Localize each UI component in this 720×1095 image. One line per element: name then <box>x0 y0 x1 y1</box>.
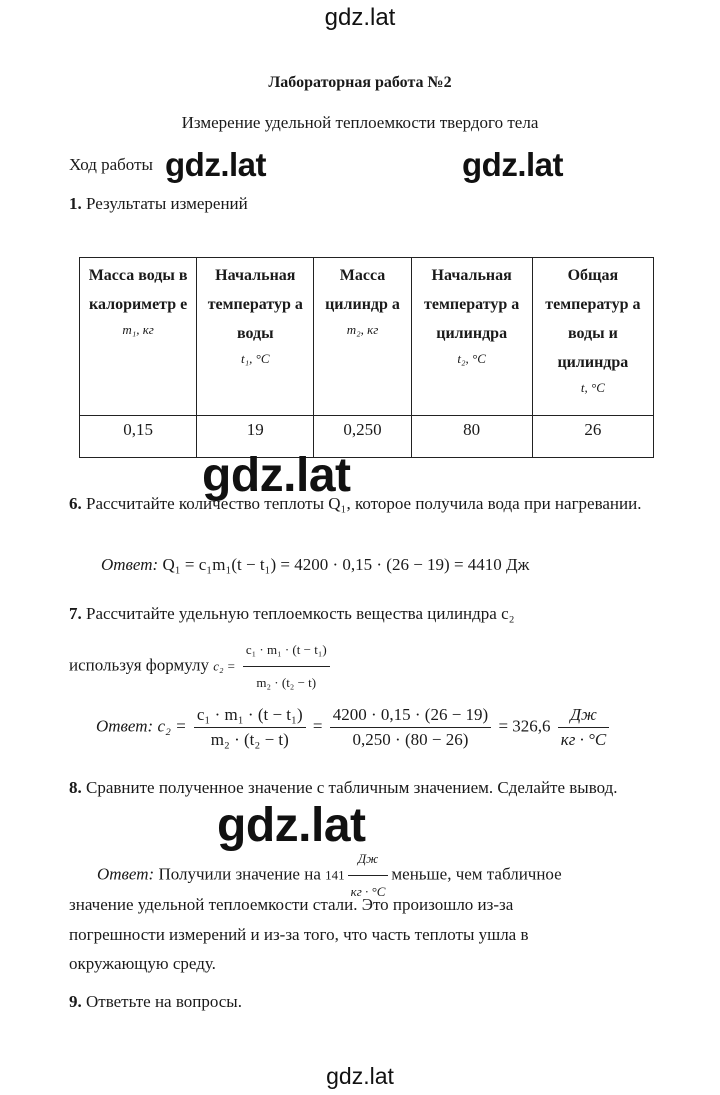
answer-lhs: c₂ = <box>157 716 187 736</box>
substituted-denominator: 0,250 · (80 − 26) <box>352 730 469 749</box>
watermark-top: gdz.lat <box>324 4 396 31</box>
formula-fraction <box>194 705 306 750</box>
formula-numerator: c₁ · m₁ · (t − t₁) <box>243 636 330 667</box>
question-text: Рассчитайте удельную теплоемкость вещества цилиндра c₂ <box>86 604 515 623</box>
results-table <box>79 257 654 458</box>
table-row <box>80 416 654 458</box>
question-number: 9. <box>69 992 82 1011</box>
answer-result: = 326,6 <box>498 716 551 736</box>
unit-numerator: Дж <box>348 845 389 876</box>
watermark-mid-lower: gdz.lat <box>217 799 366 852</box>
unit-denominator: кг · °C <box>560 730 607 749</box>
answer-formula: Q₁ = c₁m₁(t − t₁) = 4200 · 0,15 · (26 − 19) = 4410 Дж <box>162 555 530 574</box>
answer-label: Ответ: <box>96 716 154 736</box>
table-cell: 0,15 <box>80 416 197 458</box>
progress-label: Ход работы <box>69 155 153 174</box>
question-number: 8. <box>69 778 82 797</box>
formula-numerator: c₁ · m₁ · (t − t₁) <box>194 705 306 728</box>
question-9 <box>69 988 242 1016</box>
header-unit: t₂, °C <box>457 351 486 366</box>
table-header-cell <box>314 258 411 416</box>
header-unit: m₁, кг <box>122 322 154 337</box>
table-header-cell <box>411 258 532 416</box>
section-number: 1. <box>69 194 82 213</box>
answer-6 <box>101 555 529 575</box>
table-cell: 0,250 <box>314 416 411 458</box>
unit-fraction <box>558 705 609 750</box>
answer-8-line: значение удельной теплоемкости стали. Это произошло из-за <box>69 895 514 914</box>
header-label: Начальная температур а цилиндра <box>424 267 520 342</box>
unit-numerator: Дж <box>558 705 609 728</box>
answer-7: Ответ: c₂ = $\frac{\text{c₁ · m₁ · (t − t₁)}}{\text{m₂ · (t₂ − t)}}$ = $\frac{4200 \cdot 0,15 \cdot (26 - 19)}{0,250 \cdot (80 - 26)}$ = 326,6 $\frac{Дж}{кг \cdot ^\circ C}$ <box>96 705 612 750</box>
question-text: Сравните полученное значение с табличным значением. Сделайте вывод. <box>86 778 618 797</box>
using-formula-text: используя формулу <box>69 655 210 675</box>
substituted-fraction <box>330 705 491 750</box>
question-6 <box>69 490 659 518</box>
table-cell: 80 <box>411 416 532 458</box>
unit-denominator: кг · °C <box>350 884 386 899</box>
question-number: 7. <box>69 604 82 623</box>
answer-8-line: погрешности измерений и из-за того, что часть теплоты ушла в <box>69 925 529 944</box>
question-text: Ответьте на вопросы. <box>86 992 242 1011</box>
table-header-cell <box>197 258 314 416</box>
section-1-heading <box>69 190 248 218</box>
question-text: Рассчитайте количество теплоты Q₁, которое получила вода при нагревании. <box>86 494 642 513</box>
question-number: 6. <box>69 494 82 513</box>
formula-lhs: c₂ = <box>213 658 236 674</box>
header-unit: t₁, °C <box>241 351 270 366</box>
watermark-left: gdz.lat <box>165 146 266 183</box>
header-unit: t, °C <box>580 380 605 395</box>
header-label: Масса цилиндр а <box>325 267 400 313</box>
watermark-below-table: gdz.lat <box>202 449 351 502</box>
formula-denominator: m₂ · (t₂ − t) <box>256 675 317 690</box>
formula-line <box>69 636 333 697</box>
question-7 <box>69 600 515 628</box>
page-title: Лабораторная работа №2 <box>268 74 452 91</box>
substituted-numerator: 4200 · 0,15 · (26 − 19) <box>330 705 491 728</box>
table-cell: 19 <box>197 416 314 458</box>
formula-fraction <box>243 636 330 697</box>
watermark-right: gdz.lat <box>462 146 563 183</box>
answer-start: Получили значение на <box>158 864 321 884</box>
table-header-row <box>80 258 654 416</box>
section-text: Результаты измерений <box>86 194 248 213</box>
header-unit: m₂, кг <box>346 322 379 337</box>
formula-denominator: m₂ · (t₂ − t) <box>210 730 289 749</box>
answer-end: меньше, чем табличное <box>391 864 562 884</box>
header-label: Начальная температур а воды <box>207 267 303 342</box>
table-cell: 26 <box>532 416 653 458</box>
answer-label: Ответ: <box>101 555 159 574</box>
page-subtitle: Измерение удельной теплоемкости твердого тела <box>181 113 539 132</box>
answer-8-line: окружающую среду. <box>69 954 216 973</box>
table-header-cell <box>80 258 197 416</box>
watermark-bottom: gdz.lat <box>326 1063 394 1089</box>
answer-value: 141 <box>325 867 345 883</box>
table-header-cell <box>532 258 653 416</box>
header-label: Общая температур а воды и цилиндра <box>545 267 641 371</box>
answer-label: Ответ: <box>97 864 155 884</box>
header-label: Масса воды в калориметр е <box>88 267 188 313</box>
